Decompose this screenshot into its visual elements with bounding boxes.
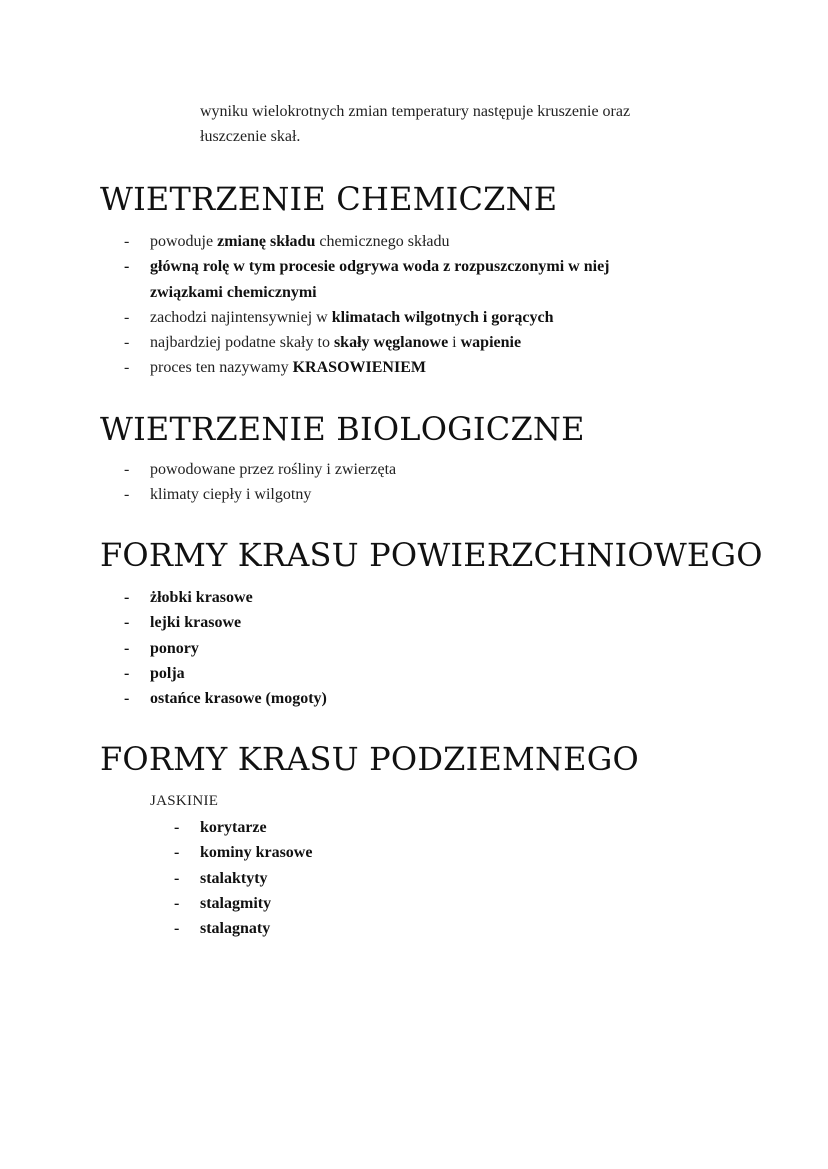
dash-bullet: - <box>174 819 180 836</box>
heading-biological-weathering: WIETRZENIE BIOLOGICZNE <box>100 410 585 448</box>
intro-line-2: łuszczenie skał. <box>200 128 301 145</box>
caves-subheading: JASKINIE <box>150 793 219 809</box>
dash-bullet: - <box>174 920 180 938</box>
list-item: - żłobki krasowe <box>124 585 724 610</box>
heading-chemical-weathering: WIETRZENIE CHEMICZNE <box>100 180 558 218</box>
list-item: - powoduje zmianę składu chemicznego składu <box>124 229 724 254</box>
intro-line-1: wyniku wielokrotnych zmian temperatury następuje kruszenie oraz <box>200 103 631 120</box>
list-item: - korytarze <box>174 815 734 840</box>
dash-bullet: - <box>124 233 130 250</box>
dash-bullet: - <box>124 308 130 326</box>
dash-bullet: - <box>124 690 130 708</box>
list-item: - lejki krasowe <box>124 610 724 635</box>
chemical-list <box>124 229 724 381</box>
surface-karst-list <box>124 585 724 711</box>
list-item: - proces ten nazywamy KRASOWIENIEM <box>124 355 724 380</box>
list-item: - ponory <box>124 636 724 661</box>
list-item: - powodowane przez rośliny i zwierzęta <box>124 457 724 482</box>
dash-bullet: - <box>124 589 130 606</box>
dash-bullet: - <box>124 461 130 478</box>
list-item: - najbardziej podatne skały to skały węglanowe i wapienie <box>124 330 724 355</box>
list-item: - klimaty ciepły i wilgotny <box>124 482 724 507</box>
underground-karst-list <box>174 815 734 941</box>
list-item: - polja <box>124 661 724 686</box>
heading-surface-karst: FORMY KRASU POWIERZCHNIOWEGO <box>100 536 763 574</box>
intro-paragraph <box>200 99 760 149</box>
dash-bullet: - <box>124 614 130 632</box>
dash-bullet: - <box>124 639 130 657</box>
biological-list <box>124 457 724 508</box>
dash-bullet: - <box>174 844 180 862</box>
dash-bullet: - <box>124 664 130 682</box>
list-item: - ostańce krasowe (mogoty) <box>124 686 724 711</box>
dash-bullet: - <box>124 258 130 276</box>
list-item: - stalagmity <box>174 891 734 916</box>
list-item: - kominy krasowe <box>174 840 734 865</box>
list-item: - stalaktyty <box>174 866 734 891</box>
list-item: - stalagnaty <box>174 916 734 941</box>
list-item: - główną rolę w tym procesie odgrywa woda z rozpuszczonymi w niej związkami chemicznymi <box>124 254 724 305</box>
dash-bullet: - <box>124 486 130 504</box>
dash-bullet: - <box>124 359 130 377</box>
dash-bullet: - <box>174 869 180 887</box>
dash-bullet: - <box>174 894 180 912</box>
list-item: - zachodzi najintensywniej w klimatach wilgotnych i gorących <box>124 305 724 330</box>
dash-bullet: - <box>124 334 130 352</box>
heading-underground-karst: FORMY KRASU PODZIEMNEGO <box>100 740 639 778</box>
